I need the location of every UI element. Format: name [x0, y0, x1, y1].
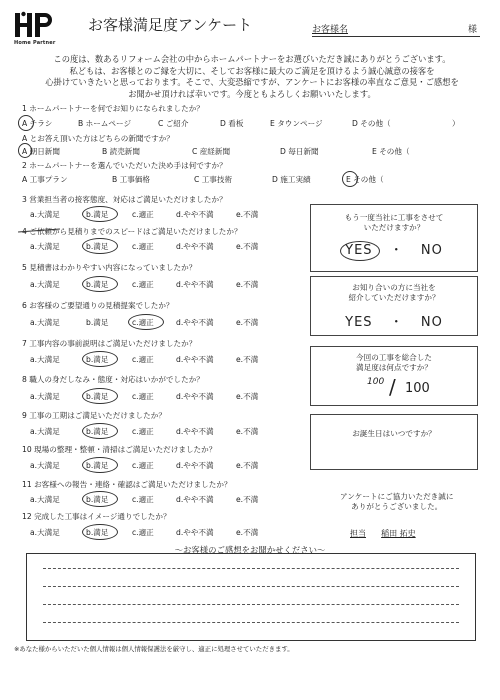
question-11: 11 お客様への報告・連絡・確認はご満足いただけましたか？ [22, 480, 232, 489]
option-b[interactable]: B 工事価格 [112, 175, 150, 184]
score-value[interactable]: 100 [367, 377, 385, 387]
option-a[interactable]: a.大満足 [30, 318, 60, 327]
option-a[interactable]: a.大満足 [30, 242, 60, 251]
box-repeat-order [310, 204, 478, 272]
customer-name-field[interactable] [312, 36, 480, 37]
option-a[interactable]: A 朝日新聞 [22, 147, 60, 156]
option-a[interactable]: a.大満足 [30, 392, 60, 401]
question-5-options [22, 279, 292, 291]
staff-label: 担当 [350, 529, 366, 538]
thanks-line: ありがとうございました。 [351, 502, 443, 511]
answer-circle [82, 388, 118, 404]
question-1: 1 ホームパートナーを何でお知りになられましたか？ [22, 104, 204, 113]
option-d[interactable]: d.やや不満 [176, 495, 214, 504]
question-12: 12 完成した工事はイメージ通りでしたか？ [22, 512, 171, 521]
option-e[interactable]: e.不満 [236, 528, 259, 537]
box-text: もう一度当社に工事をさせて [344, 213, 444, 222]
question-7-options [22, 354, 292, 366]
option-b[interactable]: b.満足 [86, 427, 109, 436]
option-b[interactable]: b.満足 [86, 528, 109, 537]
option-b[interactable]: B 読売新聞 [102, 147, 140, 156]
box-text: お知り合いの方に当社を [352, 283, 436, 292]
question-2-options [22, 174, 482, 186]
option-b[interactable]: b.満足 [86, 461, 109, 470]
separator-dot: ・ [389, 243, 404, 258]
box-text: 満足度は何点ですか？ [356, 363, 432, 372]
option-c[interactable]: c.適正 [132, 242, 154, 251]
option-e[interactable]: e.不満 [236, 242, 259, 251]
home-partner-logo-icon [14, 10, 52, 40]
answer-circle [82, 276, 118, 292]
score-slash: / [389, 375, 396, 399]
yes-option[interactable]: YES [345, 243, 373, 258]
option-c[interactable]: c.適正 [132, 461, 154, 470]
answer-circle [82, 206, 118, 222]
comment-line [43, 568, 459, 569]
no-option[interactable]: NO [420, 315, 443, 330]
option-d[interactable]: d.やや不満 [176, 210, 214, 219]
privacy-footer: ※あなた様からいただいた個人情報は個人情報保護法を厳守し、適正に処理させていただきます。 [14, 645, 294, 653]
intro-line: この度は、数あるリフォーム会社の中からホームパートナーをお選びいただき誠にありがとうございます。 [53, 54, 451, 64]
intro-line: 私どもは、お客様とのご縁を大切に、そしてお客様に最大のご満足を頂けるよう誠心誠意の接客を [69, 65, 435, 76]
option-c[interactable]: c.適正 [132, 210, 154, 219]
box-birthday [310, 414, 478, 470]
box-text: お誕生日はいつですか？ [352, 429, 436, 438]
logo-subtitle: Home Partner [14, 40, 56, 46]
answer-circle [82, 491, 118, 507]
option-c[interactable]: c.適正 [132, 392, 154, 401]
option-b[interactable]: b.満足 [86, 242, 109, 251]
question-6: 6 お客様のご要望通りの見積提案でしたか？ [22, 301, 174, 310]
option-d[interactable]: d.やや不満 [176, 242, 214, 251]
option-d[interactable]: d.やや不満 [176, 280, 214, 289]
answer-circle [18, 143, 32, 158]
option-d[interactable]: d.やや不満 [176, 318, 214, 327]
yes-no-choice [311, 311, 477, 330]
answer-circle [82, 351, 118, 367]
option-d[interactable]: d.やや不満 [176, 355, 214, 364]
question-9-options [22, 426, 292, 438]
option-c[interactable]: c.適正 [132, 355, 154, 364]
option-c[interactable]: c.適正 [132, 528, 154, 537]
option-e[interactable]: e.不満 [236, 210, 259, 219]
box-referral [310, 276, 478, 336]
option-d[interactable]: D 施工実績 [272, 175, 311, 184]
option-d[interactable]: D 看板 [220, 119, 244, 128]
question-4-options [22, 241, 292, 253]
name-suffix: 様 [468, 25, 478, 35]
option-c[interactable]: C ご紹介 [158, 119, 189, 128]
yes-no-choice [311, 239, 477, 258]
question-1-options [22, 118, 482, 130]
option-a[interactable]: A チラシ [22, 119, 53, 128]
option-a[interactable]: a.大満足 [30, 210, 60, 219]
answer-circle [342, 171, 358, 187]
question-1a: A とお答え頂いた方はどちらの新聞ですか？ [22, 134, 174, 143]
option-b[interactable]: B ホームページ [78, 119, 132, 128]
customer-name-label: お客様名 [312, 25, 349, 35]
option-d[interactable]: d.やや不満 [176, 392, 214, 401]
box-text: いただけますか？ [363, 223, 425, 232]
question-4: 4 ご依頼から見積りまでのスピードはご満足いただけましたか？ [22, 227, 242, 236]
box-text: 今回の工事を総合した [356, 353, 432, 362]
answer-circle [82, 457, 118, 473]
staff-name: 稲田 拓史 [381, 529, 416, 538]
option-d[interactable]: d.やや不満 [176, 461, 214, 470]
option-c[interactable]: c.適正 [132, 495, 154, 504]
option-e[interactable]: e.不満 [236, 427, 259, 436]
comment-box[interactable] [26, 553, 476, 641]
no-option[interactable]: NO [420, 243, 443, 258]
comment-title: ～お客様のご感想をお聞かせください～ [174, 545, 326, 555]
option-b[interactable]: b.満足 [86, 392, 109, 401]
option-e[interactable]: e.不満 [236, 461, 259, 470]
option-other[interactable]: D その他（ [352, 119, 391, 128]
question-3-options [22, 209, 292, 221]
intro-line: 心掛けていきたいと思っております。そこで、大変恐縮ですが、アンケートにお客様の率直なご意見・ご感想を [45, 77, 459, 87]
comment-line [43, 586, 459, 587]
option-e[interactable]: e.不満 [236, 280, 259, 289]
intro-text [22, 54, 482, 100]
question-1a-options [22, 146, 482, 158]
question-12-options [22, 527, 292, 539]
question-8-options [22, 391, 292, 403]
question-3: 3 営業担当者の接客態度、対応はご満足いただけましたか？ [22, 195, 227, 204]
option-b[interactable]: b.満足 [86, 210, 109, 219]
question-9: 9 工事の工期はご満足いただけましたか？ [22, 411, 166, 420]
staff-info [350, 528, 416, 539]
option-other[interactable]: E その他（ [346, 175, 384, 184]
option-d[interactable]: d.やや不満 [176, 427, 214, 436]
option-c[interactable]: C 工事技術 [194, 175, 233, 184]
option-a[interactable]: a.大満足 [30, 461, 60, 470]
option-a[interactable]: a.大満足 [30, 355, 60, 364]
intro-line: お聞かせ頂ければ幸いです。今度ともよろしくお願いいたします。 [128, 88, 376, 99]
option-e[interactable]: e.不満 [236, 495, 259, 504]
option-b[interactable]: b.満足 [86, 280, 109, 289]
comment-line [43, 622, 459, 623]
option-c[interactable]: c.適正 [132, 427, 154, 436]
comment-line [43, 604, 459, 605]
option-c[interactable]: c.適正 [132, 280, 154, 289]
option-d[interactable]: D 毎日新聞 [280, 147, 319, 156]
answer-circle [82, 423, 118, 439]
option-b[interactable]: b.満足 [86, 318, 109, 327]
answer-circle [18, 115, 34, 131]
option-b[interactable]: b.満足 [86, 495, 109, 504]
option-other-close: ） [452, 119, 460, 128]
option-a[interactable]: a.大満足 [30, 280, 60, 289]
question-8: 8 職人の身だしなみ・態度・対応はいかがでしたか？ [22, 375, 204, 384]
option-d[interactable]: d.やや不満 [176, 528, 214, 537]
box-satisfaction-score [310, 346, 478, 406]
question-5: 5 見積書はわかりやすい内容になっていましたか？ [22, 263, 197, 272]
answer-circle [82, 238, 118, 254]
option-e[interactable]: e.不満 [236, 355, 259, 364]
question-6-options [22, 317, 292, 329]
option-b[interactable]: b.満足 [86, 355, 109, 364]
option-a[interactable]: a.大満足 [30, 528, 60, 537]
option-a[interactable]: A 工事プラン [22, 175, 68, 184]
answer-circle [340, 241, 380, 261]
answer-circle [82, 524, 118, 540]
option-e[interactable]: e.不満 [236, 392, 259, 401]
thanks-message [340, 492, 453, 512]
thanks-line: アンケートにご協力いただき誠に [340, 492, 454, 501]
separator-dot: ・ [389, 315, 404, 330]
box-text: 紹介していただけますか？ [348, 293, 440, 302]
option-c[interactable]: c.適正 [132, 318, 154, 327]
option-a[interactable]: a.大満足 [30, 495, 60, 504]
answer-circle [128, 314, 164, 330]
option-a[interactable]: a.大満足 [30, 427, 60, 436]
option-other[interactable]: E その他（ [372, 147, 410, 156]
yes-option[interactable]: YES [345, 315, 373, 330]
question-7: 7 工事内容の事前説明はご満足いただけましたか？ [22, 339, 197, 348]
question-10-options [22, 460, 292, 472]
option-c[interactable]: C 産経新聞 [192, 147, 231, 156]
question-10: 10 現場の整理・整頓・清掃はご満足いただけましたか？ [22, 445, 217, 454]
question-11-options [22, 494, 292, 506]
question-2: 2 ホームパートナーを選んでいただいた決め手は何ですか？ [22, 161, 227, 170]
option-e[interactable]: e.不満 [236, 318, 259, 327]
score-max: 100 [405, 381, 430, 396]
page-title: お客様満足度アンケート [88, 16, 253, 34]
option-e[interactable]: E タウンページ [270, 119, 323, 128]
